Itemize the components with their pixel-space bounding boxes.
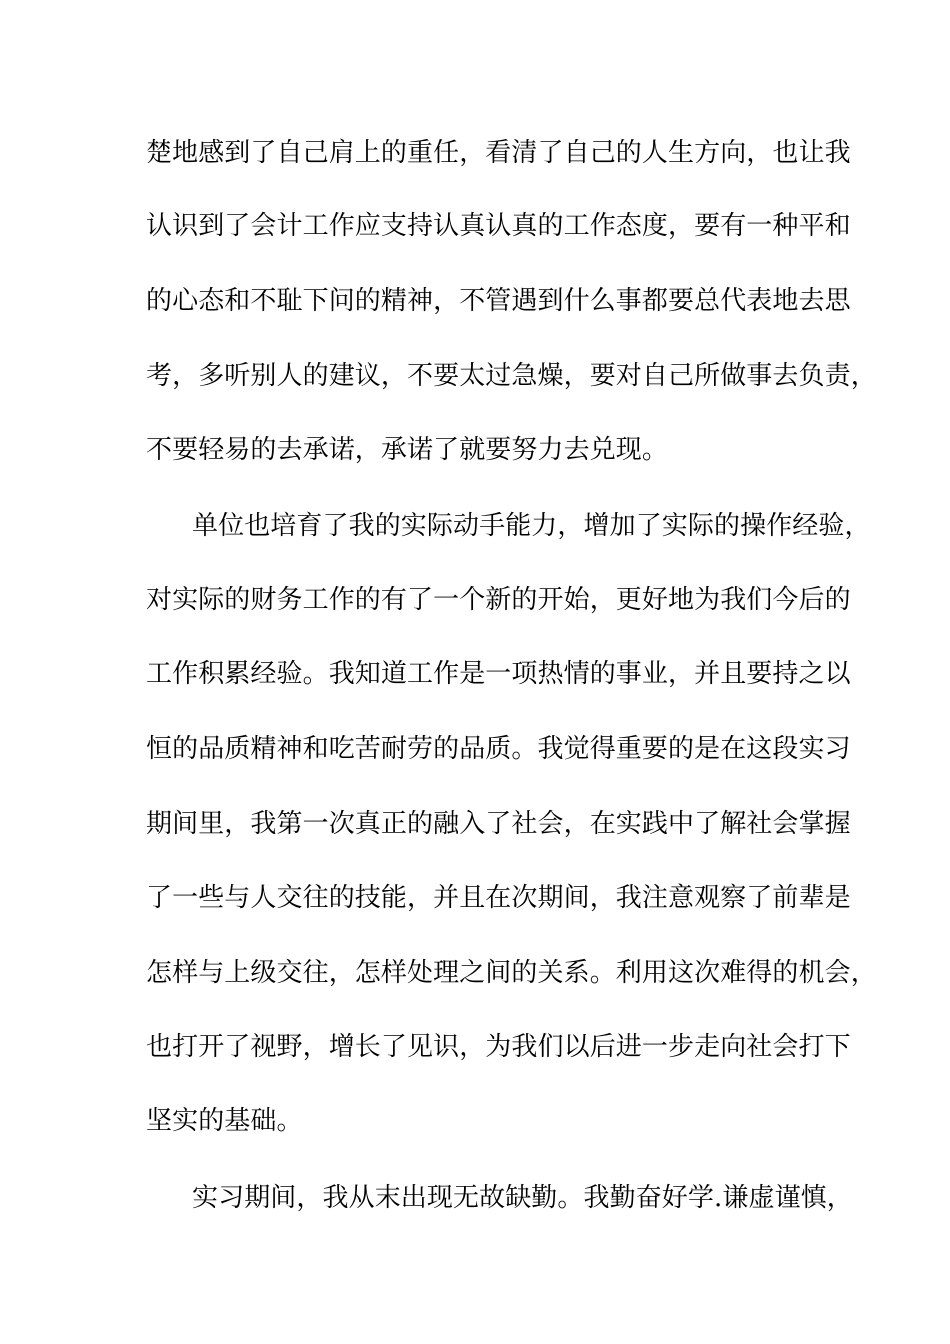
text-line: 了一些与人交往的技能，并且在次期间，我注意观察了前辈是: [146, 883, 851, 913]
paragraph-first-line: 单位也培育了我的实际动手能力，增加了实际的操作经验，: [192, 511, 871, 541]
text-line: 认识到了会计工作应支持认真认真的工作态度，要有一种平和: [146, 211, 851, 241]
text-line: 对实际的财务工作的有了一个新的开始，更好地为我们今后的: [146, 585, 851, 615]
text-line: 不要轻易的去承诺，承诺了就要努力去兑现。: [146, 435, 669, 465]
text-line: 考，多听别人的建议，不要太过急燥，要对自己所做事去负责，: [146, 361, 877, 391]
paragraph-first-line: 实习期间，我从末出现无故缺勤。我勤奋好学.谦虚谨慎，: [192, 1183, 853, 1213]
text-line: 的心态和不耻下问的精神，不管遇到什么事都要总代表地去思: [146, 286, 851, 316]
text-line: 坚实的基础。: [146, 1106, 303, 1136]
text-line: 恒的品质精神和吃苦耐劳的品质。我觉得重要的是在这段实习: [146, 734, 851, 764]
text-line: 楚地感到了自己肩上的重任，看清了自己的人生方向，也让我: [146, 138, 851, 168]
text-line: 也打开了视野，增长了见识，为我们以后进一步走向社会打下: [146, 1032, 851, 1062]
text-line: 工作积累经验。我知道工作是一项热情的事业，并且要持之以: [146, 659, 851, 689]
text-line: 期间里，我第一次真正的融入了社会，在实践中了解社会掌握: [146, 809, 851, 839]
text-line: 怎样与上级交往，怎样处理之间的关系。利用这次难得的机会，: [146, 958, 877, 988]
